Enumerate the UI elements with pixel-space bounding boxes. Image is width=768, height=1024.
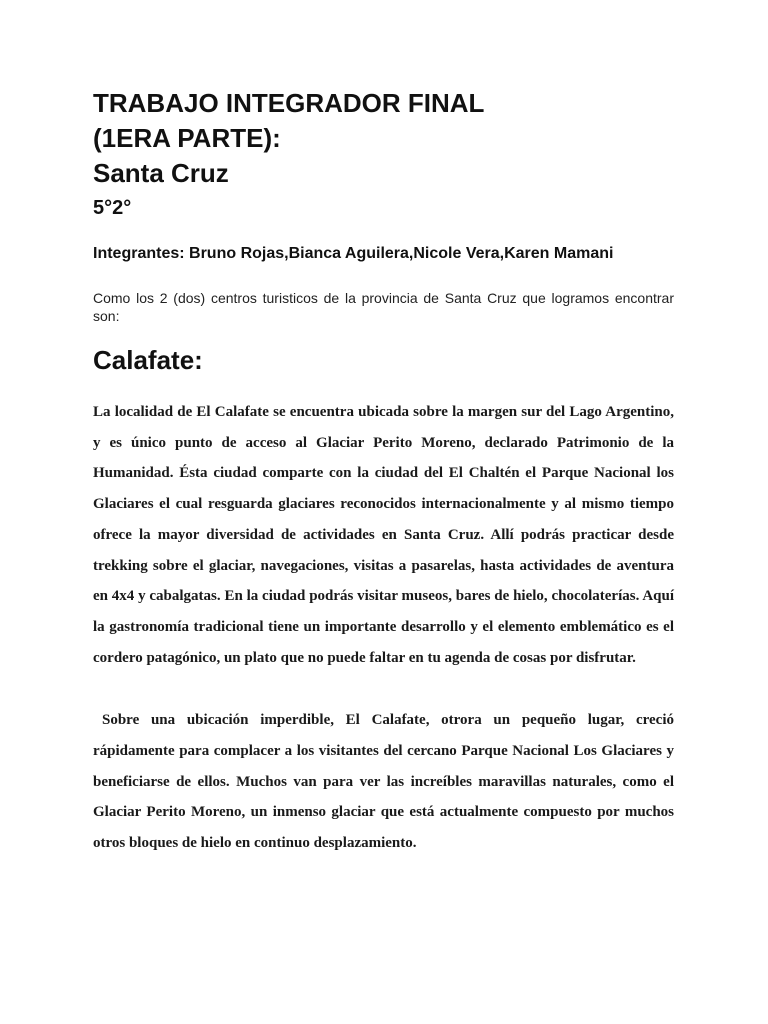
title-line-3: Santa Cruz [93, 158, 229, 188]
title-line-1: TRABAJO INTEGRADOR FINAL [93, 88, 485, 118]
grade-label: 5°2° [93, 197, 132, 219]
title-line-2: (1ERA PARTE): [93, 123, 281, 153]
section-heading-calafate: Calafate: [93, 345, 203, 375]
intro-text: Como los 2 (dos) centros turisticos de la provincia de Santa Cruz que logramos encontrar son: [93, 290, 674, 324]
paragraph-1: La localidad de El Calafate se encuentra ubicada sobre la margen sur del Lago Argentino, y es único punto de acceso al Glaciar Perito Moreno, declarado Patrimonio de la Humanidad. Ésta ciudad comparte con la ciudad del El Chaltén el Parque Nacional los Glaciares el cual resguarda glaciares reconocidos internacionalmente y al mismo tiempo ofrece la mayor diversidad de actividades en Santa Cruz. Allí podrás practicar desde trekking sobre el glaciar, navegaciones, visitas a pasarelas, hasta actividades de aventura en 4x4 y cabalgatas. En la ciudad podrás visitar museos, bares de hielo, chocolaterías. Aquí la gastronomía tradicional tiene un importante desarrollo y el elemento emblemático es el cordero patagónico, un plato que no puede faltar en tu agenda de cosas por disfrutar. [93, 404, 674, 666]
document-page [93, 86, 674, 859]
members-line: Integrantes: Bruno Rojas,Bianca Aguilera,Nicole Vera,Karen Mamani [93, 245, 614, 262]
document-title [93, 86, 674, 191]
paragraph-2: Sobre una ubicación imperdible, El Calafate, otrora un pequeño lugar, creció rápidamente para complacer a los visitantes del cercano Parque Nacional Los Glaciares y beneficiarse de ellos. Muchos van para ver las increíbles maravillas naturales, como el Glaciar Perito Moreno, un inmenso glaciar que está actualmente compuesto por muchos otros bloques de hielo en continuo desplazamiento. [93, 712, 674, 852]
